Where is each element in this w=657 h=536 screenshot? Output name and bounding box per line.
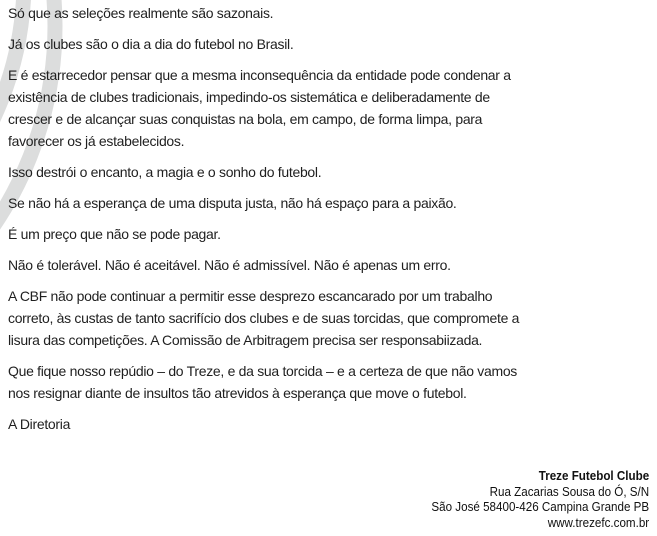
paragraph-line: crescer e de alcançar suas conquistas na bola, em campo, de forma limpa, para	[8, 111, 483, 127]
paragraph-line: Não é tolerável. Não é aceitável. Não é admissível. Não é apenas um erro.	[8, 257, 451, 273]
paragraph	[8, 161, 519, 183]
paragraph	[8, 192, 519, 214]
letter-body	[8, 2, 519, 444]
paragraph	[8, 223, 519, 245]
paragraph	[8, 254, 519, 276]
paragraph-line: Se não há a esperança de uma disputa justa, não há espaço para a paixão.	[8, 195, 457, 211]
paragraph-line: Só que as seleções realmente são sazonais.	[8, 5, 274, 21]
paragraph-line: E é estarrecedor pensar que a mesma inconsequência da entidade pode condenar a	[8, 67, 511, 83]
signature	[8, 413, 519, 435]
paragraph	[8, 64, 519, 152]
address-line-2: São José 58400-426 Campina Grande PB	[431, 500, 649, 514]
paragraph-line: A CBF não pode continuar a permitir esse desprezo escancarado por um trabalho	[8, 288, 493, 304]
paragraph-line: existência de clubes tradicionais, impedindo-os sistemática e deliberadamente de	[8, 89, 490, 105]
website-url: www.trezefc.com.br	[547, 515, 649, 530]
paragraph-line: favorecer os já estabelecidos.	[8, 133, 185, 149]
paragraph-line: Que fique nosso repúdio – do Treze, e da sua torcida – e a certeza de que não vamos	[8, 363, 518, 379]
signature-line: A Diretoria	[8, 416, 71, 432]
paragraph-line: Isso destrói o encanto, a magia e o sonho do futebol.	[8, 164, 322, 180]
paragraph-line: nos resignar diante de insultos tão atrevidos à esperança que move o futebol.	[8, 385, 467, 401]
paragraph	[8, 2, 519, 24]
paragraph	[8, 360, 519, 404]
paragraph-line: lisura das competições. A Comissão de Arbitragem precisa ser responsabiizada.	[8, 332, 483, 348]
club-name: Treze Futebol Clube	[538, 469, 649, 483]
paragraph	[8, 285, 519, 351]
paragraph-line: É um preço que não se pode pagar.	[8, 226, 221, 242]
letterhead-footer	[431, 469, 649, 531]
paragraph	[8, 33, 519, 55]
address-line-1: Rua Zacarias Sousa do Ó, S/N	[489, 484, 649, 499]
paragraph-line: correto, às custas de tanto sacrifício dos clubes e de suas torcidas, que compromete a	[8, 310, 520, 326]
paragraph-line: Já os clubes são o dia a dia do futebol no Brasil.	[8, 36, 294, 52]
